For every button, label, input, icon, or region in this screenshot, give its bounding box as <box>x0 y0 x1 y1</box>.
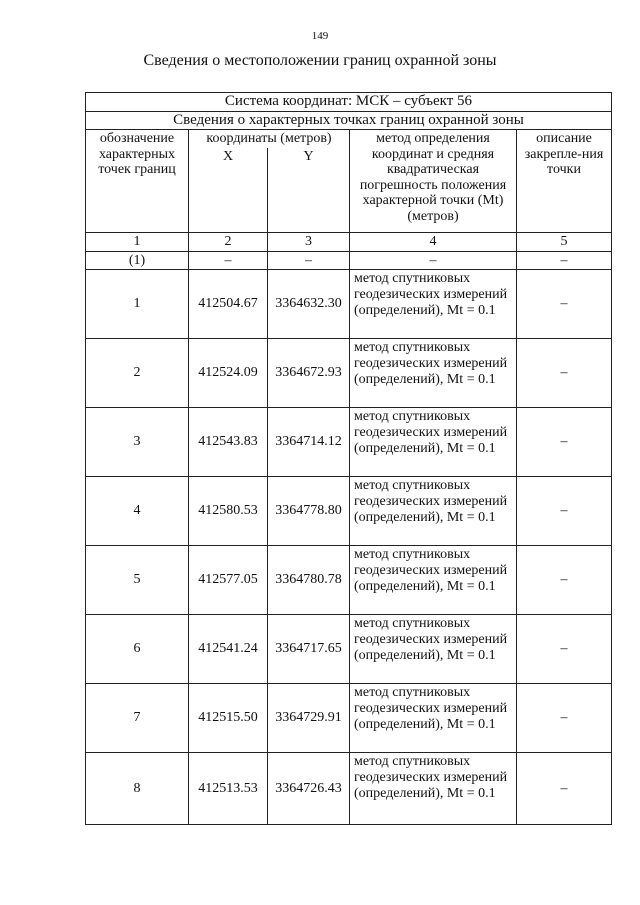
x-header: X <box>189 148 268 233</box>
point-label: 8 <box>86 753 189 825</box>
method-value: метод спутниковых геодезических измерений (определений), Mt = 0.1 <box>350 339 517 408</box>
y-value: 3364778.80 <box>268 477 350 546</box>
coordinates-header: координаты (метров) <box>189 130 350 148</box>
description-value: – <box>517 546 612 615</box>
x-value: 412580.53 <box>189 477 268 546</box>
point-label: 4 <box>86 477 189 546</box>
method-value: метод спутниковых геодезических измерений (определений), Mt = 0.1 <box>350 615 517 684</box>
point-label: 2 <box>86 339 189 408</box>
method-value: метод спутниковых геодезических измерений (определений), Mt = 0.1 <box>350 546 517 615</box>
description-value: – <box>517 270 612 339</box>
y-header: Y <box>268 148 350 233</box>
designation-header: обозначение характерных точек границ <box>86 130 189 233</box>
y-value: 3364632.30 <box>268 270 350 339</box>
method-value: метод спутниковых геодезических измерений (определений), Mt = 0.1 <box>350 684 517 753</box>
description-value: – <box>517 684 612 753</box>
points-info-header: Сведения о характерных точках границ охранной зоны <box>86 111 612 130</box>
column-number: 4 <box>350 233 517 252</box>
method-value: метод спутниковых геодезических измерений (определений), Mt = 0.1 <box>350 270 517 339</box>
page-number: 149 <box>311 30 329 42</box>
table-row <box>86 753 612 825</box>
column-numbers-row <box>86 233 612 252</box>
column-number: 1 <box>86 233 189 252</box>
table-row <box>86 251 612 270</box>
column-number: 3 <box>268 233 350 252</box>
method-header: метод определения координат и средняя квадратическая погрешность положения характерной точки (Mt) (метров) <box>350 130 517 233</box>
x-value: 412504.67 <box>189 270 268 339</box>
description-value: – <box>517 477 612 546</box>
method-value: – <box>350 251 517 270</box>
point-label: 6 <box>86 615 189 684</box>
point-label: 7 <box>86 684 189 753</box>
point-label: 3 <box>86 408 189 477</box>
description-value: – <box>517 615 612 684</box>
description-value: – <box>517 339 612 408</box>
table-row <box>86 546 612 615</box>
method-value: метод спутниковых геодезических измерений (определений), Mt = 0.1 <box>350 408 517 477</box>
x-value: 412577.05 <box>189 546 268 615</box>
x-value: – <box>189 251 268 270</box>
table-row <box>86 270 612 339</box>
description-value: – <box>517 753 612 825</box>
point-label: (1) <box>86 251 189 270</box>
x-value: 412513.53 <box>189 753 268 825</box>
point-label: 1 <box>86 270 189 339</box>
coordinate-system-cell: Система координат: МСК – субъект 56 <box>86 93 612 112</box>
document-title: Сведения о местоположении границ охранной зоны <box>143 52 497 69</box>
description-value: – <box>517 251 612 270</box>
column-number: 2 <box>189 233 268 252</box>
table-row <box>86 477 612 546</box>
table-row <box>86 408 612 477</box>
y-value: 3364780.78 <box>268 546 350 615</box>
boundary-points-table <box>85 92 612 825</box>
y-value: 3364726.43 <box>268 753 350 825</box>
x-value: 412543.83 <box>189 408 268 477</box>
y-value: 3364672.93 <box>268 339 350 408</box>
x-value: 412515.50 <box>189 684 268 753</box>
y-value: 3364714.12 <box>268 408 350 477</box>
method-value: метод спутниковых геодезических измерений (определений), Mt = 0.1 <box>350 753 517 825</box>
table-row <box>86 615 612 684</box>
description-header: описание закрепле-ния точки <box>517 130 612 233</box>
x-value: 412524.09 <box>189 339 268 408</box>
table-row <box>86 684 612 753</box>
point-label: 5 <box>86 546 189 615</box>
y-value: – <box>268 251 350 270</box>
column-number: 5 <box>517 233 612 252</box>
y-value: 3364717.65 <box>268 615 350 684</box>
method-value: метод спутниковых геодезических измерений (определений), Mt = 0.1 <box>350 477 517 546</box>
description-value: – <box>517 408 612 477</box>
y-value: 3364729.91 <box>268 684 350 753</box>
table-row <box>86 339 612 408</box>
x-value: 412541.24 <box>189 615 268 684</box>
